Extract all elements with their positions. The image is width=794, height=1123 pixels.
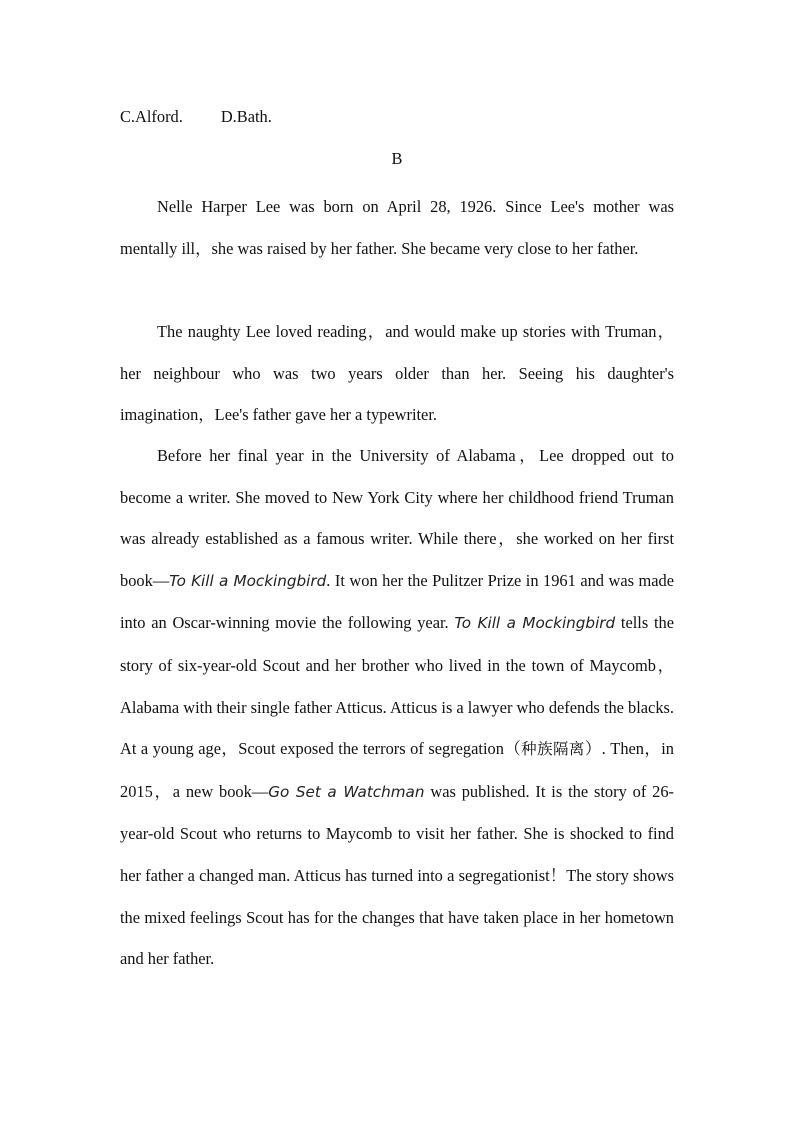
chinese-gloss: 种族隔离 [521,740,585,759]
paragraph-3-text-5: was published. It is the story of 26-year-old Scout who returns to Maycomb to visit her father. She is shocked to find her father a changed man. Atticus has turned into a segregationist！The story shows the mixed feelings Scout has for the changes that have taken place in her hometown and her father. [120,781,675,969]
paragraph-3 [120,435,674,980]
reading-passage [120,186,674,980]
book-title-mockingbird-2: To Kill a Mockingbird [454,614,616,633]
book-title-watchman: Go Set a Watchman [268,782,425,801]
section-heading: B [391,149,403,168]
paragraph-2: The naughty Lee loved reading，and would make up stories with Truman，her neighbour who was two years older than her. Seeing his daughter's imagination，Lee's father gave her a typewriter. [120,322,674,425]
paragraph-1: Nelle Harper Lee was born on April 28, 1926. Since Lee's mother was mentally ill，she was raised by her father. She became very close to her father. [120,197,674,258]
option-d: D.Bath. [220,107,272,126]
paragraph-3-text-3: tells the story of six-year-old Scout and her brother who lived in the town of Maycomb，Alabama with their single father Atticus. Atticus is a lawyer who defends the blacks. At a young age，Scout exposed the terrors of segregation（ [120,613,675,759]
paragraph-3-text-4: ）. Then，in 2015，a new book— [120,739,674,801]
option-c: C.Alford. [120,107,183,126]
paragraph-3-text-1: Before her final year in the University of Alabama，Lee dropped out to become a writer. She moved to New York City where her childhood friend Truman was already established as a famous writer. While there，she worked on her first book— [120,446,674,590]
answer-options [120,106,272,128]
book-title-mockingbird: To Kill a Mockingbird [169,571,327,590]
paragraph-3-text-2: . It won her the Pulitzer Prize in 1961 and was made into an Oscar-winning movie the following year. [120,570,675,633]
